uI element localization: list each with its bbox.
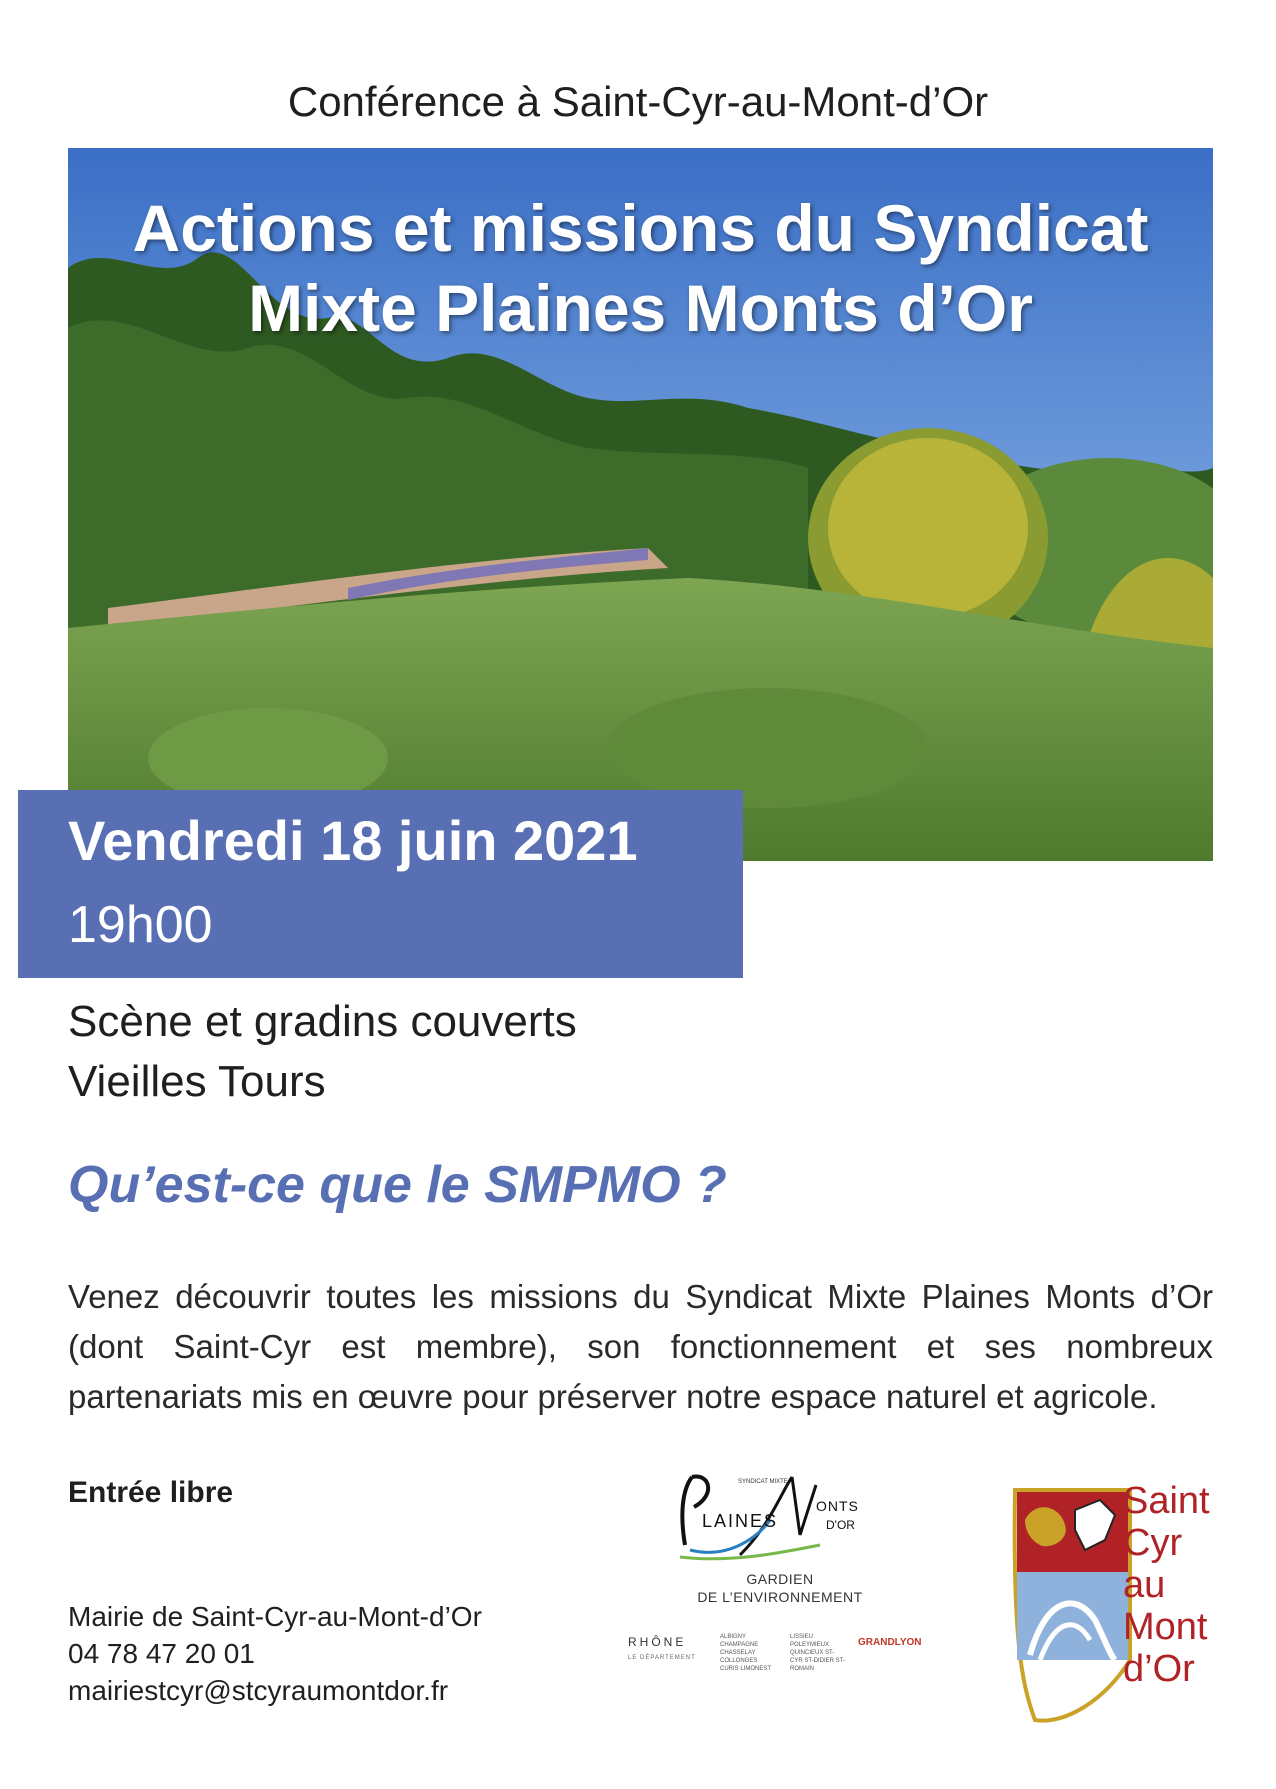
- contact-email: mairiestcyr@stcyraumontdor.fr: [68, 1675, 449, 1706]
- plaines-monts-dor-wordmark: [620, 1465, 940, 1565]
- saint-cyr-line5: d’Or: [1123, 1648, 1195, 1690]
- event-title-line1: Actions et missions du Syndicat: [132, 191, 1149, 265]
- plaines-tagline: [620, 1570, 940, 1606]
- svg-text:LAINES: LAINES: [702, 1511, 779, 1531]
- plaines-tagline-line2: DE L’ENVIRONNEMENT: [697, 1589, 863, 1605]
- communes-list-1: ALBIGNY CHAMPAGNE CHASSELAY COLLONGES CURIS LIMONEST: [720, 1634, 772, 1672]
- date-banner: [18, 790, 743, 978]
- grandlyon-logo: GRANDLYON: [858, 1637, 922, 1648]
- rhone-logo: RHÔNE: [628, 1635, 687, 1649]
- section-heading: Qu’est-ce que le SMPMO ?: [68, 1156, 727, 1214]
- plaines-monts-dor-logo: [620, 1465, 940, 1695]
- saint-cyr-wordmark: [1123, 1480, 1238, 1690]
- contact-name: Mairie de Saint-Cyr-au-Mont-d’Or: [68, 1601, 482, 1632]
- description-paragraph: [68, 1272, 1213, 1422]
- saint-cyr-line4: Mont: [1123, 1606, 1208, 1648]
- contact-phone: 04 78 47 20 01: [68, 1638, 255, 1669]
- saint-cyr-logo: [1005, 1480, 1235, 1730]
- event-title-line2: Mixte Plaines Monts d’Or: [248, 271, 1033, 345]
- svg-text:SYNDICAT MIXTE: SYNDICAT MIXTE: [738, 1479, 788, 1485]
- event-venue: [68, 992, 577, 1112]
- event-title: [68, 188, 1213, 348]
- saint-cyr-line3: au: [1123, 1564, 1166, 1606]
- saint-cyr-line2: Cyr: [1123, 1522, 1183, 1564]
- partner-logos-row: [620, 1625, 940, 1695]
- rhone-subtitle: LE DÉPARTEMENT: [628, 1655, 696, 1661]
- saint-cyr-line1: Saint: [1123, 1480, 1210, 1522]
- saint-cyr-shield-icon: [1005, 1480, 1135, 1730]
- event-date: Vendredi 18 juin 2021: [68, 809, 638, 872]
- plaines-tagline-line1: GARDIEN: [746, 1571, 814, 1587]
- contact-block: [68, 1598, 482, 1709]
- svg-text:D'OR: D'OR: [826, 1518, 855, 1532]
- conference-header: Conférence à Saint-Cyr-au-Mont-d’Or: [287, 78, 989, 125]
- venue-line2: Vieilles Tours: [68, 1057, 326, 1106]
- entry-info: Entrée libre: [68, 1476, 234, 1509]
- communes-list-2: LISSIEU POLEYMIEUX QUINCIEUX ST-CYR ST-DIDIER ST-ROMAIN: [790, 1634, 846, 1672]
- description-text: Venez découvrir toutes les missions du Syndicat Mixte Plaines Monts d’Or (dont Saint-Cyr est membre), son fonctionnement et ses nombreux partenariats mis en œuvre pour préserver notre espace naturel et agricole.: [68, 1278, 1213, 1415]
- svg-text:ONTS: ONTS: [816, 1498, 859, 1514]
- venue-line1: Scène et gradins couverts: [68, 997, 577, 1046]
- event-time: 19h00: [68, 896, 213, 954]
